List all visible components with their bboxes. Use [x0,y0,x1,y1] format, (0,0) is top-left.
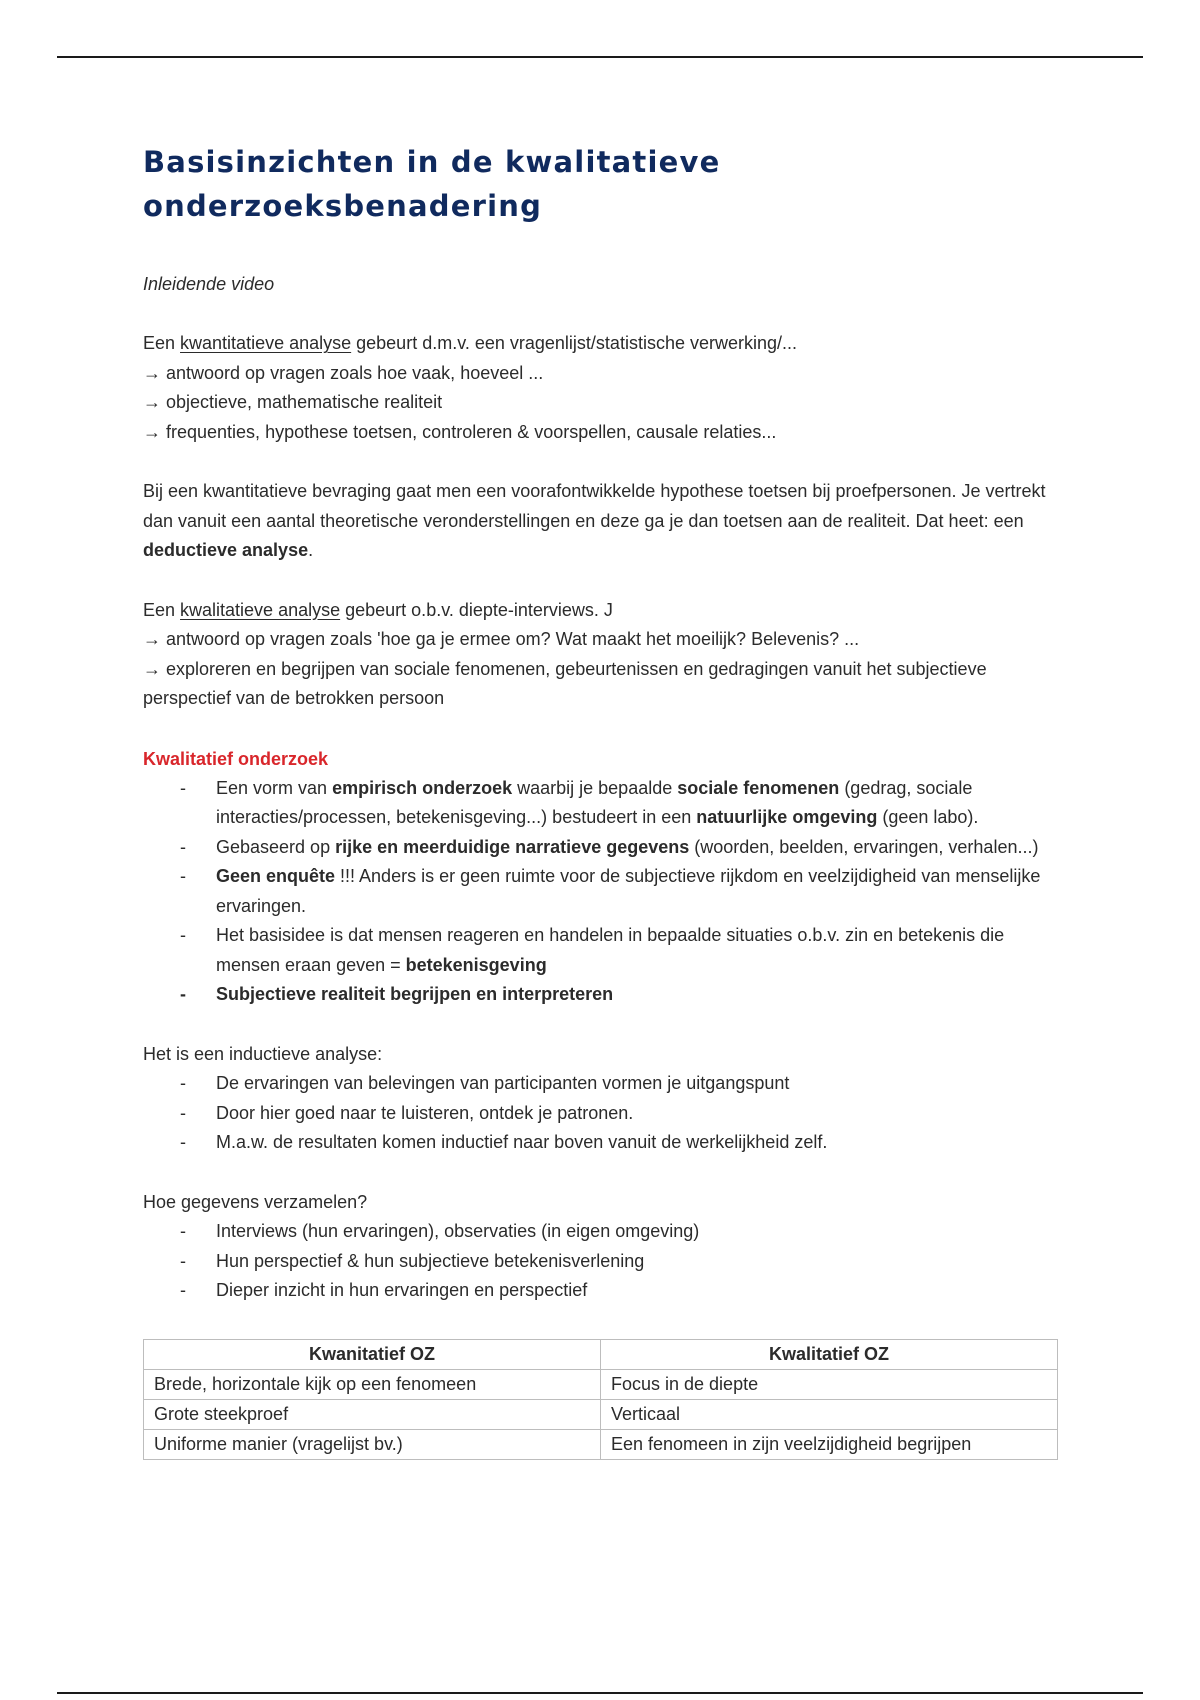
document-body [143,140,1063,1460]
table-cell: Verticaal [601,1399,1058,1429]
collect-intro: Hoe gegevens verzamelen? [143,1191,368,1212]
list-item: - Geen enquête !!! Anders is er geen ruimte voor de subjectieve rijkdom en veelzijdigheid van menselijke ervaringen. [180,866,1041,916]
quant-arrow-1: → antwoord op vragen zoals hoe vaak, hoeveel ... [143,362,544,383]
table-cell: Brede, horizontale kijk op een fenomeen [144,1369,601,1399]
table-cell: Focus in de diepte [601,1369,1058,1399]
list-item: - Interviews (hun ervaringen), observaties (in eigen omgeving) [180,1221,700,1241]
list-item: - Gebaseerd op rijke en meerduidige narratieve gegevens (woorden, beelden, ervaringen, verhalen...) [180,836,1039,857]
table-row [144,1429,1058,1459]
kwalitatief-list [143,774,1063,1010]
quant-intro: Een kwantitatieve analyse gebeurt d.m.v. een vragenlijst/statistische verwerking/... [143,333,798,353]
spacer [143,1010,1063,1040]
spacer [143,714,1063,744]
table-row [144,1369,1058,1399]
spacer [143,299,1063,329]
spacer [143,1158,1063,1188]
list-item: - M.a.w. de resultaten komen inductief naar boven vanuit de werkelijkheid zelf. [180,1132,828,1152]
table-header-row [144,1339,1058,1369]
list-item: - Dieper inzicht in hun ervaringen en perspectief [180,1280,588,1300]
column-header-kwantitatief: Kwanitatief OZ [144,1339,601,1369]
collect-list [143,1217,1063,1306]
column-header-kwalitatief: Kwalitatief OZ [601,1339,1058,1369]
table-cell: Uniforme manier (vragelijst bv.) [144,1429,601,1459]
list-item: - Een vorm van empirisch onderzoek waarbij je bepaalde sociale fenomenen (gedrag, sociale interacties/processen, betekenisgeving...) bestudeert in een natuurlijke omgeving (geen labo). [180,777,979,827]
quant-arrow-3: → frequenties, hypothese toetsen, controleren & voorspellen, causale relaties... [143,421,777,442]
top-rule [57,56,1143,58]
qual-term: kwalitatieve analyse [180,599,341,620]
inductive-list [143,1069,1063,1158]
table-cell: Grote steekproef [144,1399,601,1429]
deductive-term: deductieve analyse [143,540,309,560]
list-item: - De ervaringen van belevingen van participanten vormen je uitgangspunt [180,1073,790,1093]
spacer [143,447,1063,477]
page-title: Basisinzichten in de kwalitatieve onderzoeksbenadering [143,145,721,223]
subtitle: Inleidende video [143,274,275,294]
bottom-rule [57,1692,1143,1694]
list-item: - Het basisidee is dat mensen reageren en handelen in bepaalde situaties o.b.v. zin en betekenis die mensen eraan geven = betekenisgeving [180,925,1005,975]
quant-term: kwantitatieve analyse [180,333,352,353]
section-heading-kwalitatief: Kwalitatief onderzoek [143,748,329,769]
list-item: - Door hier goed naar te luisteren, ontdek je patronen. [180,1102,634,1123]
inductive-intro: Het is een inductieve analyse: [143,1043,383,1064]
quant-arrow-2: → objectieve, mathematische realiteit [143,392,443,412]
qual-arrow-2: → exploreren en begrijpen van sociale fenomenen, gebeurtenissen en gedragingen vanuit het subjectieve perspectief van de betrokken persoon [143,658,987,708]
quant-paragraph: Bij een kwantitatieve bevraging gaat men een voorafontwikkelde hypothese toetsen bij proefpersonen. Je vertrekt dan vanuit een aantal theoretische veronderstellingen en deze ga je dan toetsen aan de realiteit. Dat heet: een deductieve analyse. [143,481,1046,560]
qual-arrow-1: → antwoord op vragen zoals 'hoe ga je ermee om? Wat maakt het moeilijk? Belevenis? ... [143,629,860,649]
list-item: - Hun perspectief & hun subjectieve betekenisverlening [180,1250,645,1271]
list-item: - Subjectieve realiteit begrijpen en interpreteren [180,984,614,1004]
spacer [143,566,1063,596]
table-row [144,1399,1058,1429]
table-cell: Een fenomeen in zijn veelzijdigheid begrijpen [601,1429,1058,1459]
comparison-table [143,1339,1058,1460]
qual-intro: Een kwalitatieve analyse gebeurt o.b.v. diepte-interviews. J [143,599,613,620]
